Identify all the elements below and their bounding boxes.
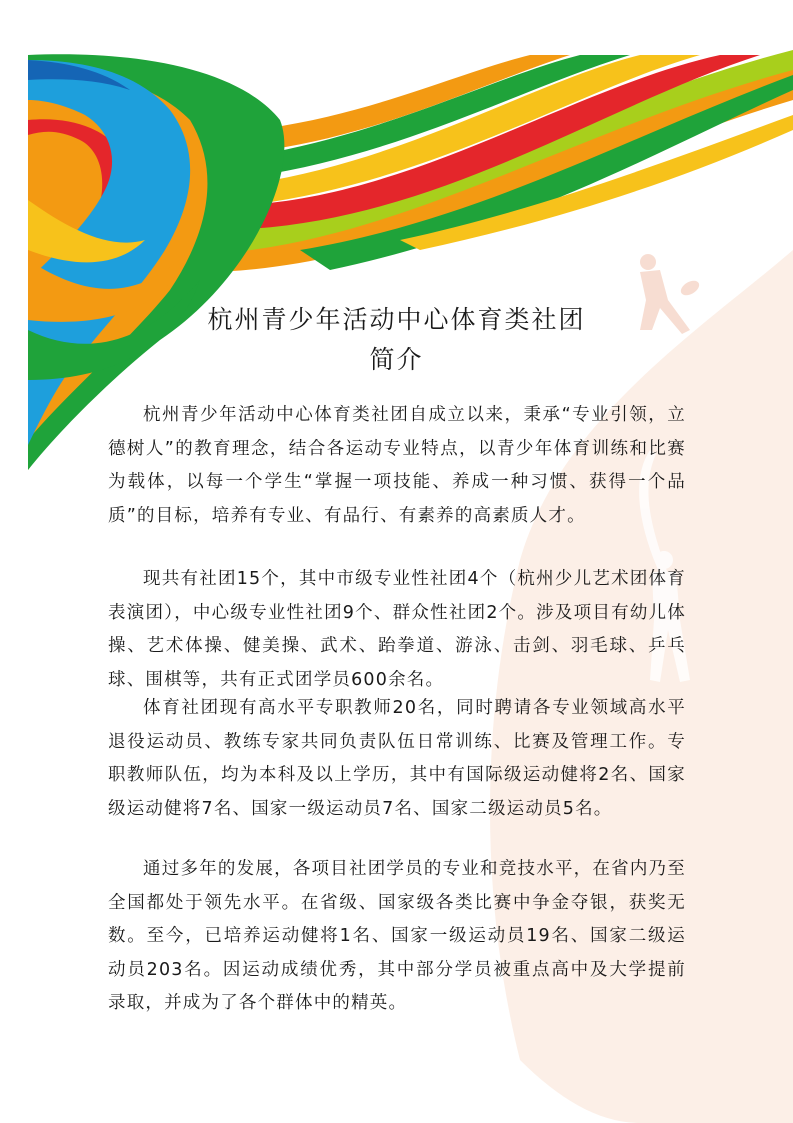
intro-paragraph-2: 现共有社团15个，其中市级专业性社团4个（杭州少儿艺术团体育表演团），中心级专业性社团9个、群众性社团2个。涉及项目有幼儿体操、艺术体操、健美操、武术、跆拳道、游泳、击剑、羽毛球、乒乓球、围棋等，共有正式团学员600余名。 [108,569,686,690]
intro-paragraph-1: 杭州青少年活动中心体育类社团自成立以来，秉承“专业引领，立德树人”的教育理念，结合各运动专业特点，以青少年体育训练和比赛为载体，以每一个学生“掌握一项技能、养成一种习惯、获得一个品质”的目标，培养有专业、有品行、有素养的高素质人才。 [108,405,686,526]
intro-paragraph-4: 通过多年的发展，各项目社团学员的专业和竞技水平，在省内乃至全国都处于领先水平。在省级、国家级各类比赛中争金夺银，获奖无数。至今，已培养运动健将1名、国家一级运动员19名、国家二级运动员203名。因运动成绩优秀，其中部分学员被重点高中及大学提前录取，并成为了各个群体中的精英。 [108,859,686,1013]
page-title: 杭州青少年活动中心体育类社团 [207,305,586,334]
page-subtitle: 简介 [369,345,424,374]
intro-paragraph-3: 体育社团现有高水平专职教师20名，同时聘请各专业领域高水平退役运动员、教练专家共同负责队伍日常训练、比赛及管理工作。专职教师队伍，均为本科及以上学历，其中有国际级运动健将2名、国家级运动健将7名、国家一级运动员7名、国家二级运动员5名。 [108,698,686,819]
